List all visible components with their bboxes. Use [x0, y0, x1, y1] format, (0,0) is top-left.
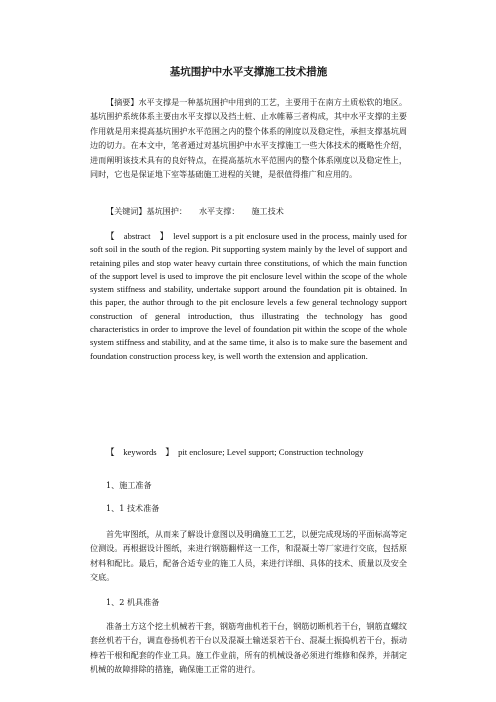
paragraph-1-2: 准备土方这个挖土机械若干套，钢筋弯曲机若干台，钢筋切断机若干台，钢筋直螺纹套丝机若干台，调直卷扬机若干台以及混凝土输送泵若干台、混凝土振捣机若干台，振动棒若干根和配套的作业工具。施工作业前，所有的机械设备必须进行维修和保养，并制定机械的故障排除的措施，确保施工正常的进行。 — [90, 621, 407, 675]
subsection-heading-1-1: 1、1 技术准备 — [106, 503, 160, 513]
page-title: 基坑围护中水平支撑施工技术措施 — [169, 66, 328, 78]
paragraph-1-1: 首先审图纸，从而来了解设计意图以及明确施工工艺，以便完成现场的平面标高等定位测设。再根据设计图纸，来进行钢筋翻样这一工作，和混凝土等厂家进行交底，包括原材料和配比。最后，配备合适专业的施工人员，来进行详细、具体的技术、质量以及安全交底。 — [90, 529, 407, 583]
section-heading-1: 1、施工准备 — [106, 480, 152, 490]
keyword-cn-2: 施工技术 — [251, 206, 284, 216]
abstract-en: 【 abstract 】 level support is a pit enclosure used in the process, mainly used for soft soil in the south of the region. Pit supporting system mainly by the level of support and retaining piles and stop water heavy curtain three constitutions, of which the main function of the support level is used to improve the pit enclosure level within the scope of the whole system stiffness and stability, undertake support around the foundation pit is obtained. In this paper, the author through to the pit enclosure levels a few general technology support construction of general introduction, thus illustrating the technology has good characteristics in order to improve the level of foundation pit within the scope of the whole system stiffness and stability, and at the same time, it also is to make sure the basement and foundation construction process key, is well worth the extension and application. — [90, 231, 407, 361]
keyword-cn-1: 水平支撑： — [198, 206, 240, 216]
keywords-cn — [90, 204, 407, 218]
keywords-cn-label: 【关键词】基坑围护： — [106, 206, 187, 216]
abstract-cn: 【摘要】水平支撑是一种基坑围护中用到的工艺，主要用于在南方土质松软的地区。基坑围护系统体系主要由水平支撑以及挡土桩、止水帷幕三者构成，其中水平支撑的主要作用就是用来提高基坑围护水平范围之内的整个体系的刚度以及稳定性，承担支撑基坑周边的切力。在本文中，笔者通过对基坑围护中水平支撑施工一些大体技术的概略性介绍，进而阐明该技术具有的良好特点，在提高基坑水平范围内的整个体系刚度以及稳定性上，同时，它也是保证地下室等基础施工进程的关键，是很值得推广和应用的。 — [90, 97, 407, 180]
keywords-en: 【 keywords 】 pit enclosure; Level support; Construction technology — [106, 447, 364, 457]
subsection-heading-1-2: 1、2 机具准备 — [106, 597, 160, 607]
